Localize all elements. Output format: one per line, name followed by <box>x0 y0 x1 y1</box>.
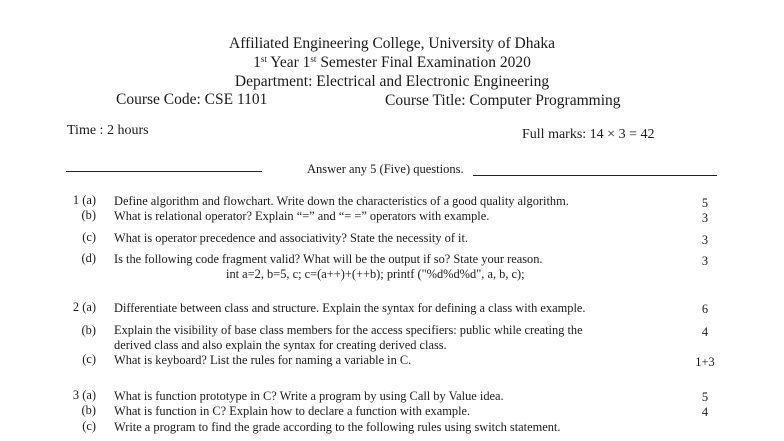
question-text: Differentiate between class and structure. Explain the syntax for defining a class with example. <box>114 301 586 315</box>
question-marks: 4 <box>701 325 709 339</box>
question-text: What is function prototype in C? Write a program by using Call by Value idea. <box>114 389 504 403</box>
question-marks: 3 <box>701 233 709 247</box>
question-text: What is operator precedence and associativity? State the necessity of it. <box>114 231 469 245</box>
part-label: (b) <box>81 323 96 337</box>
exam-rest: Semester Final Examination 2020 <box>316 54 531 71</box>
divider-left <box>66 171 262 172</box>
question-number: 1 (a) <box>72 193 96 207</box>
part-label: (c) <box>82 352 96 366</box>
code-fragment: int a=2, b=5, c; c=(a++)+(++b); printf ("%d%d%d", a, b, c); <box>226 267 525 281</box>
question-text: What is keyboard? List the rules for naming a variable in C. <box>114 353 412 367</box>
question-marks: 1+3 <box>695 355 715 369</box>
course-code: Course Code: CSE 1101 <box>116 91 268 108</box>
exam-title <box>0 54 784 72</box>
exam-year-suffix: st <box>260 54 267 64</box>
exam-mid: Year 1 <box>266 54 311 71</box>
department: Department: Electrical and Electronic Engineering <box>234 73 550 90</box>
exam-time: Time : 2 hours <box>67 123 149 138</box>
question-marks: 5 <box>701 390 709 404</box>
question-number: 3 (a) <box>72 388 96 402</box>
part-label: (b) <box>81 403 96 417</box>
question-number: 2 (a) <box>72 300 96 314</box>
question-text-continued: derived class and also explain the syntax for creating derived class. <box>114 338 447 352</box>
part-label: (d) <box>81 251 96 265</box>
part-label: (c) <box>82 419 96 433</box>
instruction: Answer any 5 (Five) questions. <box>307 162 464 176</box>
question-text: Is the following code fragment valid? What will be the output if so? State your reason. <box>114 252 543 266</box>
college-name: Affiliated Engineering College, University of Dhaka <box>229 35 555 52</box>
question-marks: 4 <box>701 405 709 419</box>
question-text: Define algorithm and flowchart. Write down the characteristics of a good quality algorithm. <box>114 194 569 208</box>
question-text: What is relational operator? Explain “=” and “= =” operators with example. <box>114 209 490 223</box>
question-text: What is function in C? Explain how to declare a function with example. <box>114 404 471 418</box>
question-marks: 3 <box>701 254 709 268</box>
question-text: Write a program to find the grade according to the following rules using switch statement. <box>114 420 561 434</box>
question-marks: 3 <box>701 211 709 225</box>
exam-semester-suffix: st <box>310 54 317 64</box>
full-marks: Full marks: 14 × 3 = 42 <box>522 127 655 142</box>
question-text: Explain the visibility of base class members for the access specifiers: public while creating the <box>114 323 583 337</box>
question-marks: 6 <box>701 302 709 316</box>
exam-year: 1 <box>253 54 261 71</box>
part-label: (c) <box>82 230 96 244</box>
part-label: (b) <box>81 208 96 222</box>
course-title: Course Title: Computer Programming <box>385 92 621 109</box>
divider-right <box>473 175 717 176</box>
question-marks: 5 <box>701 196 709 210</box>
